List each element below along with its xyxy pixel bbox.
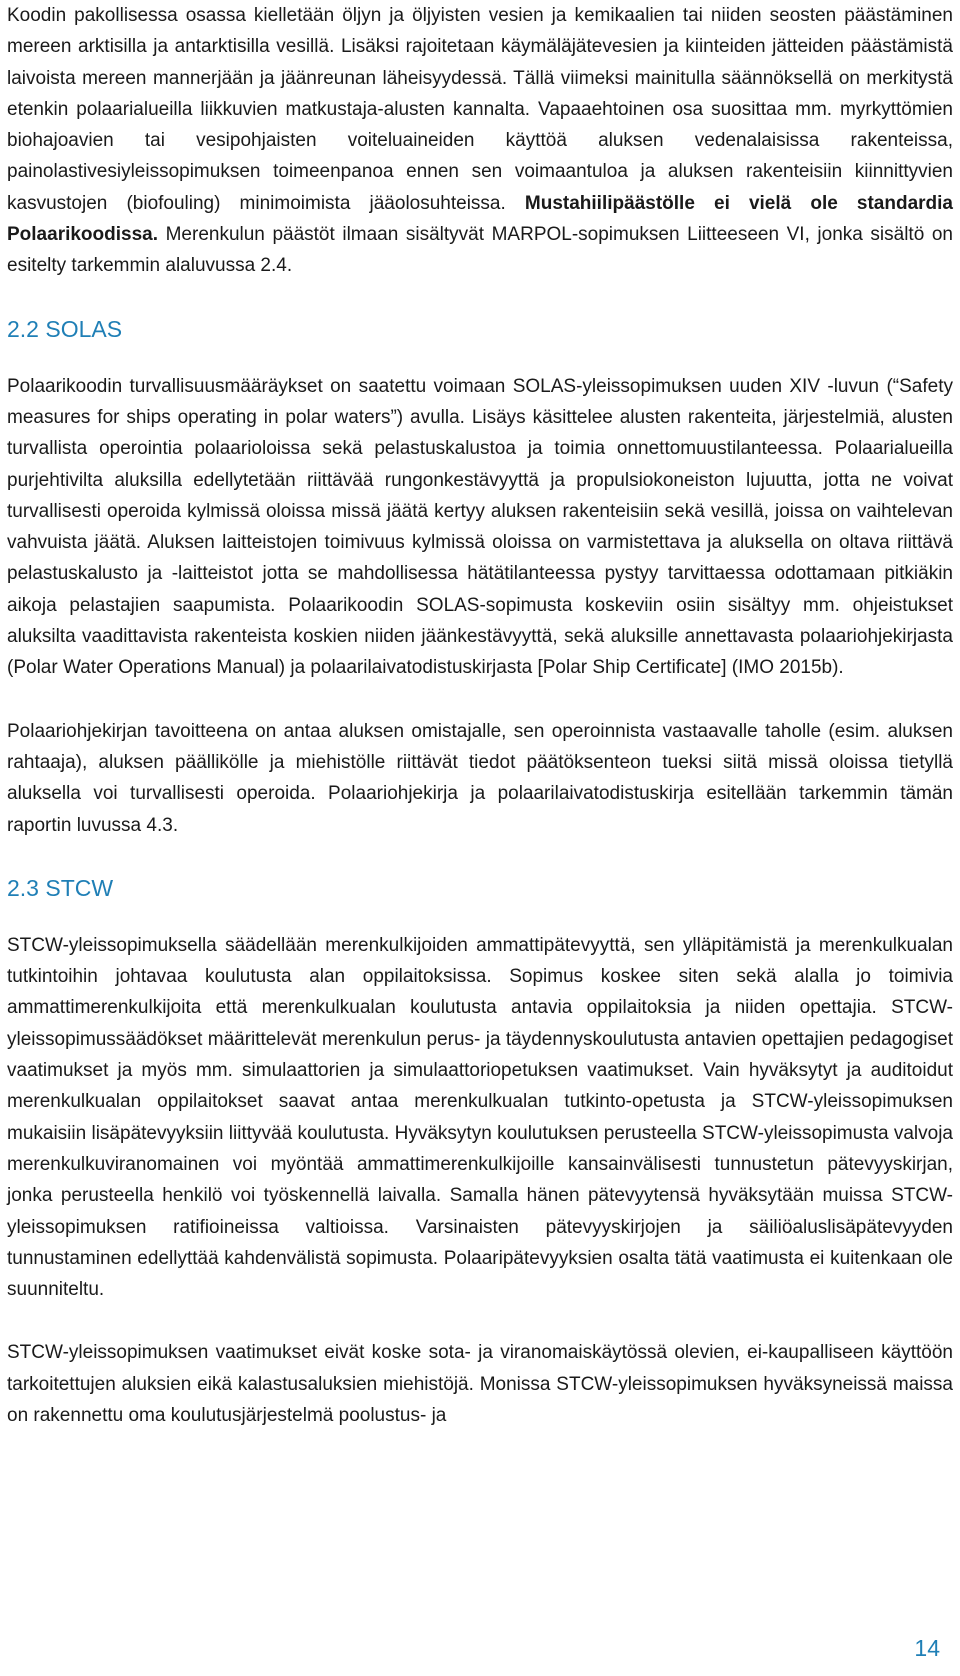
paragraph-solas: Polaarikoodin turvallisuusmääräykset on saatettu voimaan SOLAS-yleissopimuksen uuden XIV -luvun (“Safety measures for ships operating in polar waters”) avulla. Lisäys käsittelee alusten rakenteita, järjestelmiä, alusten turvallista operointia polaarioloissa sekä pelastuskalustoa ja toimia onnettomuustilanteessa. Polaarialueilla purjehtivilta aluksilla edellytetään riittävää rungonkestävyyttä ja propulsiokoneiston lujuutta, jotta ne voivat turvallisesti operoida kylmissä oloissa missä jäätä kertyy aluksen rakenteisiin sekä vesillä, joissa on vaihtelevan vahvuista jäätä. Aluksen laitteistojen toimivuus kylmissä oloissa on varmistettava ja aluksella on oltava riittävä pelastuskalusto ja -laitteistot jotta se mahdollisessa hätätilanteessa pystyy tarvittaessa odottamaan pitkiäkin aikoja pelastajien saapumista. Polaarikoodin SOLAS-sopimusta koskeviin osiin sisältyy mm. ohjeistukset aluksilta vaadittavista rakenteista koskien niiden jäänkestävyyttä, sekä aluksille annettavasta polaariohjekirjasta (Polar Water Operations Manual) ja polaarilaivatodistuskirjasta [Polar Ship Certificate] (IMO 2015b). — [7, 375, 953, 679]
paragraph-text: Koodin pakollisessa osassa kielletään öljyn ja öljyisten vesien ja kemikaalien tai niiden seosten päästäminen mereen arktisilla ja antarktisilla vesillä. Lisäksi rajoitetaan käymäläjätevesien ja kiinteiden jätteiden päästämistä laivoista mereen mannerjään ja jäänreunan läheisyydessä. Tällä viimeksi mainitulla säännöksellä on merkitystä etenkin polaarialueilla liikkuvien matkustaja-alusten kannalta. Vapaaehtoinen osa suosittaa mm. myrkyttömien biohajoavien tai vesipohjaisten voiteluaineiden käyttöä aluksen vedenalaisissa rakenteissa, painolastivesiyleissopimuksen toimeenpanoa ennen sen voimaantuloa ja aluksen rakenteisiin kiinnittyvien kasvustojen (biofouling) minimoimista jääolosuhteissa. — [7, 5, 953, 214]
section-heading-solas: 2.2 SOLAS — [7, 315, 123, 342]
paragraph-stcw: STCW-yleissopimuksella säädellään merenkulkijoiden ammattipätevyyttä, sen ylläpitämistä ja merenkulkualan tutkintoihin johtavaa koulutusta alan oppilaitoksissa. Sopimus koskee siten sekä alalla jo toimivia ammattimerenkulkijoita että merenkulkualan koulutusta antavia oppilaitoksia ja niiden opettajia. STCW-yleissopimussäädökset määrittelevät merenkulun perus- ja täydennyskoulutusta antavien opettajien pedagogiset vaatimukset ja myös mm. simulaattorien ja simulaattoriopetuksen vaatimukset. Vain hyväksytyt ja auditoidut merenkulkualan oppilaitokset saavat antaa merenkulkualan tutkinto-opetusta ja STCW-yleissopimuksen mukaisiin lisäpätevyyksiin liittyvää koulutusta. Hyväksytyn koulutuksen perusteella STCW-yleissopimusta valvoja merenkulkuviranomainen voi myöntää ammattimerenkulkijoille kansainvälisesti tunnustetun pätevyyskirjan, jonka perusteella henkilö voi työskennellä laivalla. Samalla hänen pätevyytensä hyväksytään muissa STCW-yleissopimuksen ratifioineissa valtioissa. Varsinaisten pätevyyskirjojen ja säiliöaluslisäpätevyyden tunnustaminen edellyttää kahdenvälistä sopimusta. Polaaripätevyyksien osalta tätä vaatimusta ei kuitenkaan ole suunniteltu. — [7, 934, 953, 1301]
paragraph-polar-manual: Polaariohjekirjan tavoitteena on antaa aluksen omistajalle, sen operoinnista vastaavalle taholle (esim. aluksen rahtaaja), aluksen päällikölle ja miehistölle riittävät tiedot päätöksenteon tueksi siitä missä oloissa tietyllä aluksella voi turvallisesti operoida. Polaariohjekirja ja polaarilaivatodistuskirja esitellään tarkemmin tämän raportin luvussa 4.3. — [7, 720, 953, 836]
paragraph-stcw-scope: STCW-yleissopimuksen vaatimukset eivät koske sota- ja viranomaiskäytössä olevien, ei-kaupalliseen käyttöön tarkoitettujen aluksien eikä kalastusaluksien miehistöjä. Monissa STCW-yleissopimuksen hyväksyneissä maissa on rakennettu oma koulutusjärjestelmä poolustus- ja — [7, 1342, 953, 1426]
paragraph-text: Merenkulun päästöt ilmaan sisältyvät MARPOL-sopimuksen Liitteeseen VI, jonka sisältö on esitelty tarkemmin alaluvussa 2.4. — [7, 224, 953, 277]
section-heading-stcw: 2.3 STCW — [7, 874, 114, 901]
paragraph-polar-code-environment — [7, 0, 953, 282]
page-content — [7, 0, 953, 1431]
page-number: 14 — [914, 1635, 940, 1661]
bold-statement: Mustahiilipäästölle ei vielä ole standardia Polaarikoodissa. — [7, 192, 953, 246]
